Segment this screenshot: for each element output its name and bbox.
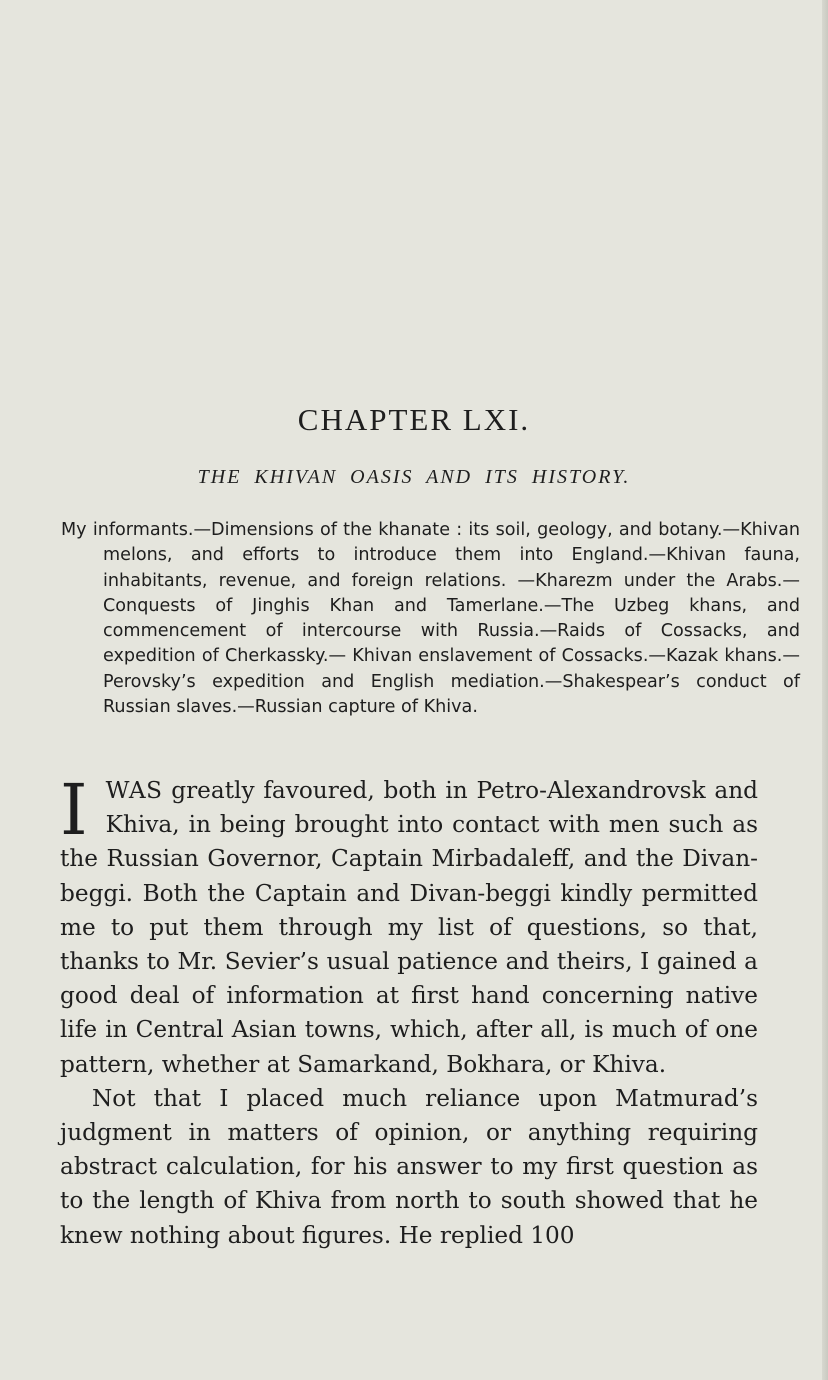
chapter-subtitle: THE KHIVAN OASIS AND ITS HISTORY. (197, 466, 631, 488)
page-edge (822, 0, 828, 1380)
paragraph-1-text: greatly favoured, both in Petro-Alexandrovsk and Khiva, in being brought into contact with men such as the Russian Governor, Captain Mirbadaleff, and the Divan-beggi. Both the Captain and Divan-beggi kindly permitted me to put them through my list of questions, so that, thanks to Mr. Sevier’s usual patience and theirs, I gained a good deal of information at first hand concerning native life in Central Asian towns, which, after all, is much of one pattern, whether at Samarkand, Bokhara, or Khiva. (60, 777, 758, 1078)
paragraph-1 (60, 769, 758, 1082)
first-words: WAS (105, 777, 163, 804)
body-text (60, 769, 758, 1253)
drop-cap: I (60, 769, 88, 851)
chapter-synopsis: My informants.—Dimensions of the khanate : its soil, geology, and botany.—Khivan melons, and efforts to introduce them into England.—Khivan fauna, inhabitants, revenue, and foreign relations. —Kharezm under the Arabs.—Conquests of Jinghis Khan and Tamerlane.—The Uzbeg khans, and commencement of intercourse with Russia.—Raids of Cossacks, and expedition of Cherkassky.— Khivan enslavement of Cossacks.—Kazak khans.—Perovsky’s expedition and English mediation.—Shakespear’s conduct of Russian slaves.—Russian capture of Khiva. (61, 520, 800, 718)
paragraph-2: Not that I placed much reliance upon Matmurad’s judgment in matters of opinion, or anything requiring abstract calculation, for his answer to my first question as to the length of Khiva from north to south showed that he knew nothing about figures. He replied 100 (60, 1084, 758, 1249)
chapter-title: CHAPTER LXI. (297, 402, 531, 437)
